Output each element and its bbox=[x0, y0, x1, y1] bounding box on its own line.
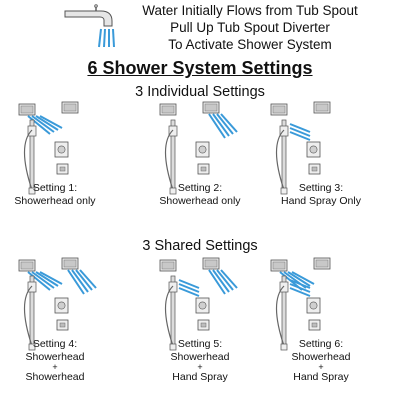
setting-6-label: Setting 6: bbox=[298, 338, 344, 350]
setting-6-desc2: Hand Spray bbox=[293, 371, 349, 383]
page-title: 6 Shower System Settings bbox=[87, 58, 313, 78]
setting-1-caption bbox=[0, 182, 110, 207]
setting-2-caption bbox=[145, 182, 255, 207]
setting-5-desc2: Hand Spray bbox=[172, 371, 228, 383]
setting-4-desc1: Showerhead bbox=[25, 350, 85, 363]
setting-2-desc: Showerhead only bbox=[159, 194, 241, 207]
setting-5-caption bbox=[145, 338, 255, 384]
intro-line-1: Water Initially Flows from Tub Spout bbox=[142, 3, 358, 18]
tub-spout-icon bbox=[63, 5, 127, 50]
setting-2-label: Setting 2: bbox=[177, 182, 223, 194]
intro-line-3: To Activate Shower System bbox=[168, 37, 332, 52]
setting-6-caption bbox=[266, 338, 376, 384]
setting-5-desc1: Showerhead bbox=[170, 350, 230, 363]
setting-5-label: Setting 5: bbox=[177, 338, 223, 350]
setting-3-fixture bbox=[266, 100, 356, 182]
individual-heading: 3 Individual Settings bbox=[135, 84, 265, 100]
setting-5-plus: + bbox=[197, 362, 203, 372]
setting-6-plus: + bbox=[318, 362, 324, 372]
setting-3-caption bbox=[266, 182, 376, 207]
setting-1-label: Setting 1: bbox=[32, 182, 78, 194]
setting-4-label: Setting 4: bbox=[32, 338, 78, 350]
setting-2-fixture bbox=[155, 100, 245, 182]
setting-4-fixture bbox=[14, 256, 104, 338]
setting-6-desc1: Showerhead bbox=[291, 350, 351, 363]
intro-line-2: Pull Up Tub Spout Diverter bbox=[170, 20, 330, 35]
setting-4-caption bbox=[0, 338, 110, 384]
setting-4-plus: + bbox=[52, 362, 58, 372]
setting-3-desc: Hand Spray Only bbox=[281, 194, 361, 207]
setting-6-fixture bbox=[266, 256, 356, 338]
setting-3-label: Setting 3: bbox=[298, 182, 344, 194]
setting-1-desc: Showerhead only bbox=[14, 194, 96, 207]
setting-5-fixture bbox=[155, 256, 245, 338]
shared-heading: 3 Shared Settings bbox=[142, 238, 258, 254]
setting-1-fixture bbox=[14, 100, 104, 182]
setting-4-desc2: Showerhead bbox=[25, 371, 85, 383]
water-stream bbox=[99, 29, 114, 47]
